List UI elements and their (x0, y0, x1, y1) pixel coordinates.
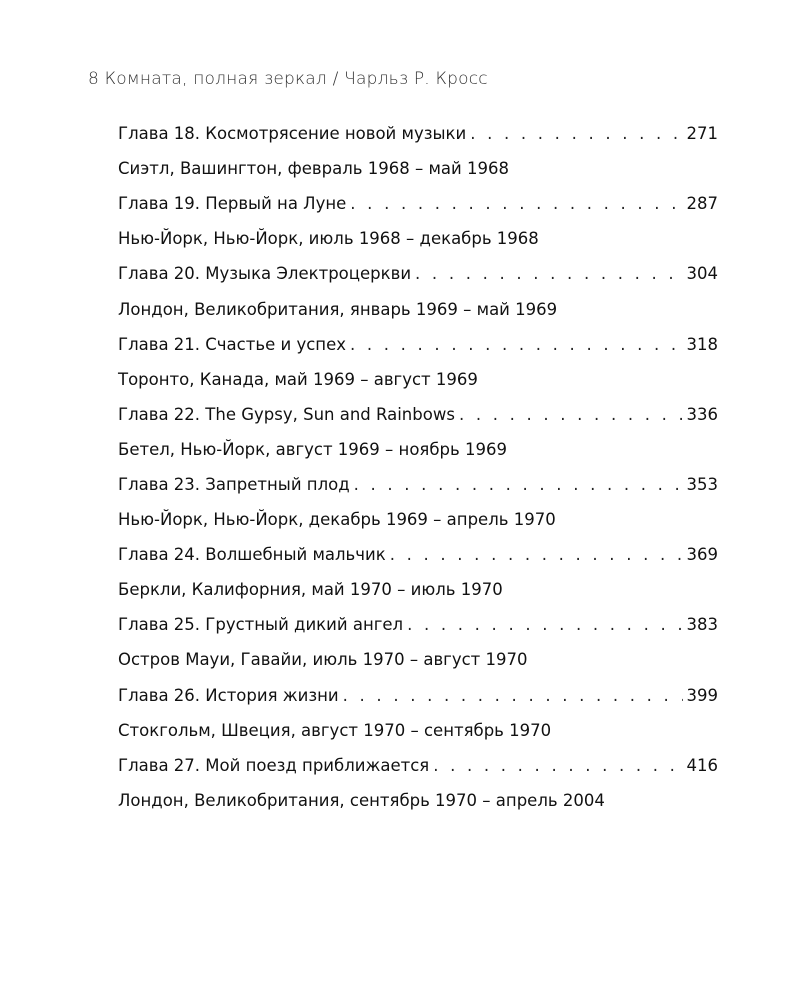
page-number: 399 (686, 685, 718, 705)
dot-leader (350, 194, 682, 213)
page-number: 383 (686, 615, 718, 635)
toc-chapter-19[interactable] (118, 186, 718, 221)
dot-leader (415, 264, 682, 283)
chapter-place-date: Нью-Йорк, Нью-Йорк, декабрь 1969 – апрель 1970 (118, 510, 556, 530)
dot-leader (470, 124, 682, 143)
chapter-place-date: Стокгольм, Швеция, август 1970 – сентябрь 1970 (118, 720, 552, 740)
chapter-place-date: Беркли, Калифорния, май 1970 – июль 1970 (118, 580, 503, 600)
page-number: 271 (686, 124, 718, 144)
toc-chapter-18[interactable] (118, 116, 718, 151)
page-number: 369 (686, 545, 718, 565)
chapter-title: Глава 21. Счастье и успех (118, 334, 346, 354)
running-head: 8 Комната, полная зеркал / Чарльз Р. Кросс (88, 69, 488, 89)
chapter-title: Глава 23. Запретный плод (118, 474, 350, 494)
toc-chapter-23[interactable] (118, 467, 718, 502)
dot-leader (390, 545, 683, 564)
chapter-title: Глава 22. The Gypsy, Sun and Rainbows (118, 404, 455, 424)
dot-leader (407, 615, 682, 634)
chapter-place-date: Сиэтл, Вашингтон, февраль 1968 – май 1968 (118, 159, 509, 179)
dot-leader (350, 335, 683, 354)
dot-leader (433, 756, 682, 775)
chapter-title: Глава 27. Мой поезд приближается (118, 755, 430, 775)
dot-leader (459, 405, 683, 424)
page-number: 416 (686, 755, 718, 775)
toc-chapter-25[interactable] (118, 607, 718, 642)
toc-chapter-27[interactable] (118, 748, 718, 783)
chapter-title: Глава 25. Грустный дикий ангел (118, 615, 404, 635)
dot-leader (354, 475, 683, 494)
page-number: 318 (686, 334, 718, 354)
chapter-title: Глава 18. Космотрясение новой музыки (118, 124, 467, 144)
toc-chapter-26[interactable] (118, 678, 718, 713)
chapter-place-date: Лондон, Великобритания, январь 1969 – май 1969 (118, 299, 558, 319)
dot-leader (343, 686, 683, 705)
toc-chapter-20[interactable] (118, 256, 718, 291)
toc-chapter-24[interactable] (118, 537, 718, 572)
page-number: 287 (686, 194, 718, 214)
page-number: 353 (686, 474, 718, 494)
page-number: 336 (686, 404, 718, 424)
chapter-title: Глава 20. Музыка Электроцеркви (118, 264, 412, 284)
chapter-place-date: Остров Мауи, Гавайи, июль 1970 – август 1970 (118, 650, 528, 670)
chapter-title: Глава 26. История жизни (118, 685, 339, 705)
chapter-place-date: Лондон, Великобритания, сентябрь 1970 – апрель 2004 (118, 790, 605, 810)
page-number: 304 (686, 264, 718, 284)
chapter-title: Глава 19. Первый на Луне (118, 194, 347, 214)
table-of-contents (118, 116, 718, 818)
chapter-title: Глава 24. Волшебный мальчик (118, 545, 386, 565)
toc-chapter-22[interactable] (118, 397, 718, 432)
chapter-place-date: Бетел, Нью-Йорк, август 1969 – ноябрь 1969 (118, 439, 507, 459)
toc-chapter-21[interactable] (118, 327, 718, 362)
chapter-place-date: Торонто, Канада, май 1969 – август 1969 (118, 369, 478, 389)
chapter-place-date: Нью-Йорк, Нью-Йорк, июль 1968 – декабрь 1968 (118, 229, 539, 249)
